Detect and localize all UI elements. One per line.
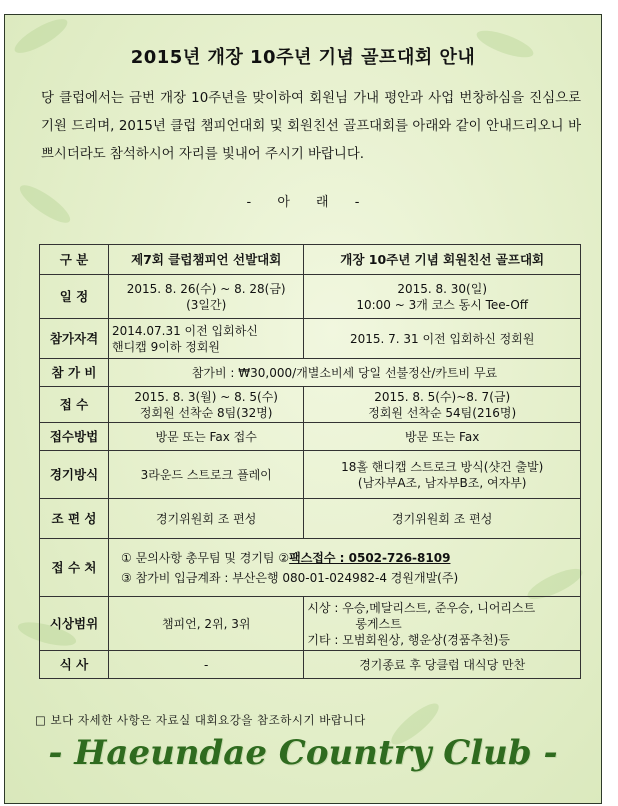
cell: 참가비 : ₩30,000/개별소비세 당일 선불정산/카트비 무료: [109, 359, 581, 387]
section-marker: - 아 래 -: [246, 195, 360, 210]
cell: 챔피언, 2위, 3위: [109, 597, 304, 651]
row-label: 식 사: [40, 651, 109, 679]
cell: 3라운드 스트로크 플레이: [109, 451, 304, 499]
club-logo-text: - Haeundae Country Club -: [48, 733, 558, 773]
table-row-method: [40, 423, 581, 451]
row-label: 접 수 처: [40, 539, 109, 597]
cell: 2014.07.31 이전 입회하신 핸디캡 9이하 정회원: [109, 319, 304, 359]
tournament-table: [39, 244, 581, 679]
table-row-contact: [40, 539, 581, 597]
table-row-reception: [40, 387, 581, 423]
cell: 경기위원회 조 편성: [109, 499, 304, 539]
row-label: 조 편 성: [40, 499, 109, 539]
cell: ① 문의사항 총무팀 및 경기팀 ②팩스접수 : 0502-726-8109 ③ 참가비 입금계좌 : 부산은행 080-01-024982-4 경원개발(주): [109, 539, 581, 597]
cell: 2015. 8. 3(월) ~ 8. 5(수) 정회원 선착순 8팀(32명): [109, 387, 304, 423]
notice-frame: [4, 14, 602, 804]
table-header-row: [40, 245, 581, 275]
row-label: 일 정: [40, 275, 109, 319]
header-col2: 개장 10주년 기념 회원친선 골프대회: [304, 245, 581, 275]
intro-paragraph: 당 클럽에서는 금번 개장 10주년을 맞이하여 회원님 가내 평안과 사업 번창하심을 진심으로 기원 드리며, 2015년 클럽 챔피언대회 및 회원친선 골프대회를 아래와 같이 안내드리오니 바쁘시더라도 참석하시어 자리를 빛내어 주시기 바랍니다.: [41, 91, 581, 162]
row-label: 접 수: [40, 387, 109, 423]
cell: 2015. 8. 26(수) ~ 8. 28(금) (3일간): [109, 275, 304, 319]
cell: 2015. 8. 5(수)~8. 7(금) 정회원 선착순 54팀(216명): [304, 387, 581, 423]
row-label: 시상범위: [40, 597, 109, 651]
page-title: 2015년 개장 10주년 기념 골프대회 안내: [130, 47, 476, 68]
cell: 18홀 핸디캡 스트로크 방식(샷건 출발) (남자부A조, 남자부B조, 여자부): [304, 451, 581, 499]
header-col1: 제7회 클럽챔피언 선발대회: [109, 245, 304, 275]
table-row-style: [40, 451, 581, 499]
header-label: 구 분: [40, 245, 109, 275]
table-row-fee: [40, 359, 581, 387]
row-label: 경기방식: [40, 451, 109, 499]
table-row-prize: [40, 597, 581, 651]
cell: 2015. 8. 30(일) 10:00 ~ 3개 코스 동시 Tee-Off: [304, 275, 581, 319]
row-label: 참 가 비: [40, 359, 109, 387]
cell: 경기위원회 조 편성: [304, 499, 581, 539]
cell: 방문 또는 Fax: [304, 423, 581, 451]
cell: -: [109, 651, 304, 679]
row-label: 참가자격: [40, 319, 109, 359]
footer-note: □ 보다 자세한 사항은 자료실 대회요강을 참조하시기 바랍니다: [35, 713, 366, 727]
table-row-eligibility: [40, 319, 581, 359]
cell: 방문 또는 Fax 접수: [109, 423, 304, 451]
cell: 2015. 7. 31 이전 입회하신 정회원: [304, 319, 581, 359]
cell: 경기종료 후 당클럽 대식당 만찬: [304, 651, 581, 679]
row-label: 접수방법: [40, 423, 109, 451]
table-row-date: [40, 275, 581, 319]
table-row-meal: [40, 651, 581, 679]
table-row-grouping: [40, 499, 581, 539]
fax-number: 팩스접수 : 0502-726-8109: [289, 550, 451, 565]
cell: 시상 : 우승,메달리스트, 준우승, 니어리스트 롱게스트 기타 : 모범회원상, 행운상(경품추천)등: [304, 597, 581, 651]
